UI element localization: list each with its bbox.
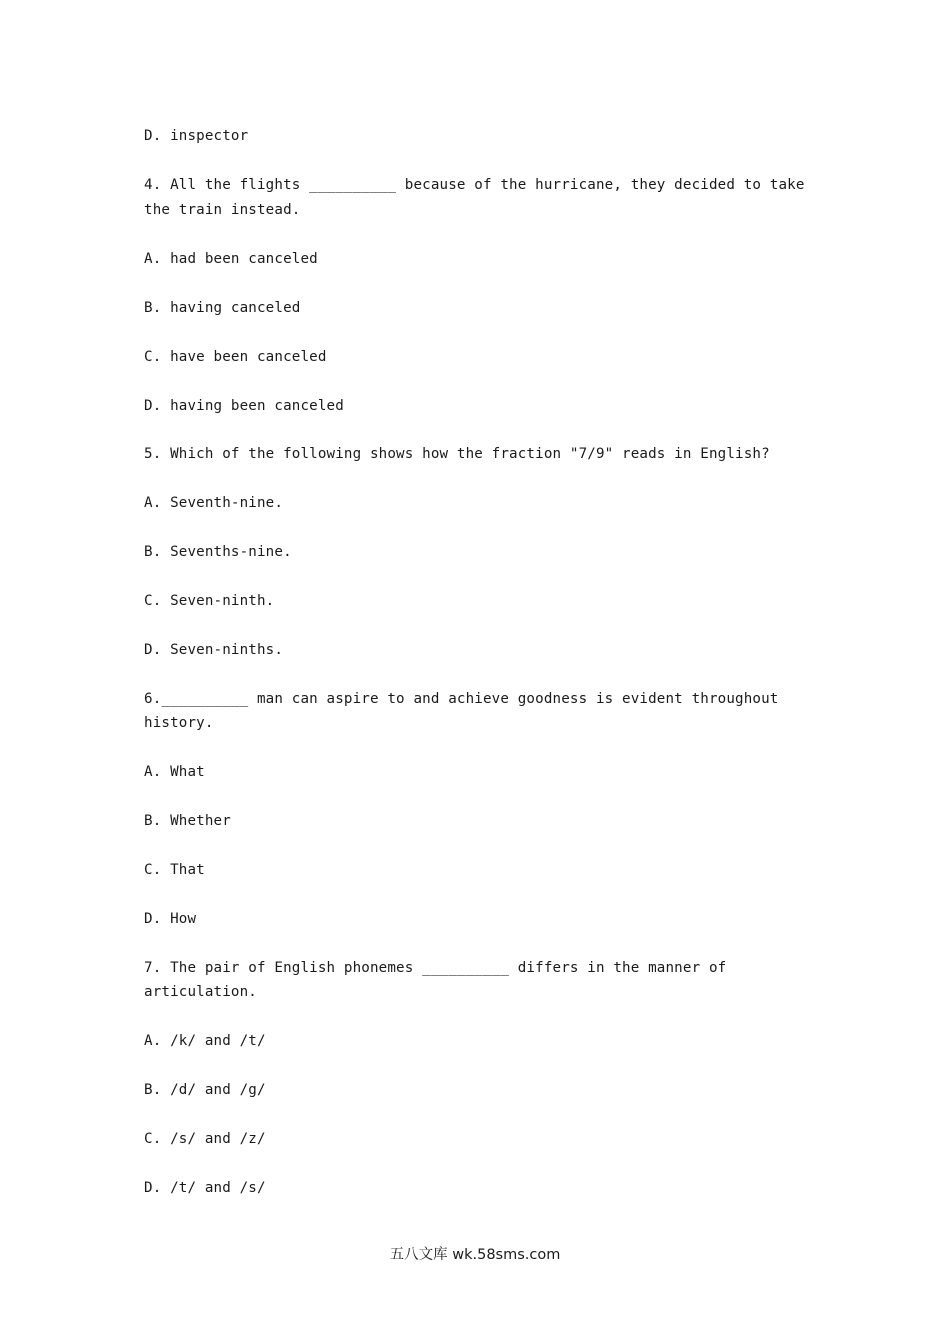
q5-option-a: A. Seventh-nine. bbox=[144, 495, 284, 511]
q3-option-d: D. inspector bbox=[144, 128, 249, 144]
q6-stem-line-1: 6.__________ man can aspire to and achieve goodness is evident throughout bbox=[144, 691, 779, 707]
q6-option-b: B. Whether bbox=[144, 813, 231, 829]
q6-option-a: A. What bbox=[144, 764, 205, 780]
q4-option-d: D. having been canceled bbox=[144, 398, 344, 414]
q7-option-c: C. /s/ and /z/ bbox=[144, 1131, 266, 1147]
q4-stem-line-2: the train instead. bbox=[144, 202, 301, 218]
footer-watermark: 五八文库 wk.58sms.com bbox=[389, 1247, 561, 1263]
q5-option-b: B. Sevenths-nine. bbox=[144, 544, 292, 560]
q7-option-a: A. /k/ and /t/ bbox=[144, 1033, 266, 1049]
q6-stem-line-2: history. bbox=[144, 715, 214, 731]
q5-option-d: D. Seven-ninths. bbox=[144, 642, 284, 658]
q6-option-d: D. How bbox=[144, 911, 197, 927]
q7-option-b: B. /d/ and /g/ bbox=[144, 1082, 266, 1098]
q7-stem-line-1: 7. The pair of English phonemes __________ differs in the manner of bbox=[144, 960, 727, 976]
q4-option-c: C. have been canceled bbox=[144, 349, 327, 365]
q4-stem-line-1: 4. All the flights __________ because of the hurricane, they decided to take bbox=[144, 177, 805, 193]
q4-option-b: B. having canceled bbox=[144, 300, 301, 316]
q6-option-c: C. That bbox=[144, 862, 205, 878]
q4-option-a: A. had been canceled bbox=[144, 251, 318, 267]
q7-stem-line-2: articulation. bbox=[144, 984, 257, 1000]
q5-option-c: C. Seven-ninth. bbox=[144, 593, 275, 609]
q7-option-d: D. /t/ and /s/ bbox=[144, 1180, 266, 1196]
q5-stem: 5. Which of the following shows how the fraction "7/9" reads in English? bbox=[144, 446, 770, 462]
